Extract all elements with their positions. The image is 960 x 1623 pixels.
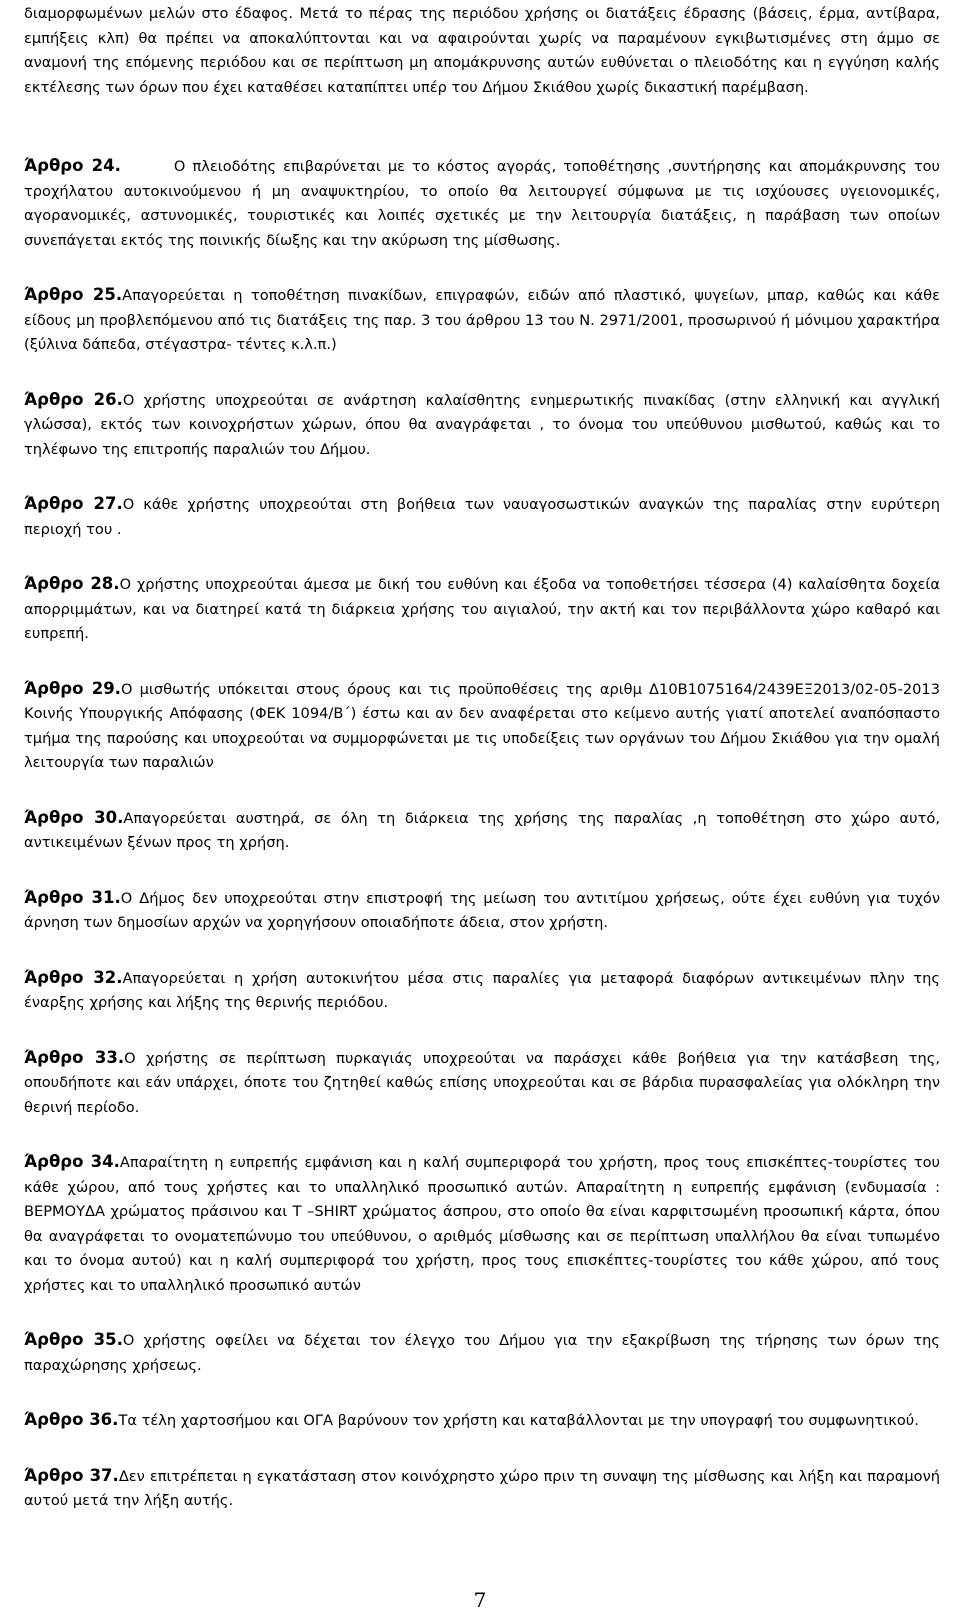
article-text: Δεν επιτρέπεται η εγκατάσταση στον κοινόχρηστο χώρο πριν τη συναψη της μίσθωσης και λήξη και παραμονή αυτού μετά την λήξη αυτής. xyxy=(24,1467,940,1509)
article-text: Ο Δήμος δεν υποχρεούται στην επιστροφή της μείωση του αντιτίμου χρήσεως, ούτε έχει ευθύνη για τυχόν άρνηση των δημοσίων αρχών να χορηγήσουν οποιαδήποτε άδεια, στον χρήστη. xyxy=(24,889,940,931)
article-title: Άρθρο 36. xyxy=(24,1410,119,1429)
article-title: Άρθρο 32. xyxy=(24,967,123,987)
article-title: Άρθρο 31. xyxy=(24,887,121,907)
article-title: Άρθρο 27. xyxy=(24,494,123,513)
article-text: Απαραίτητη η ευπρεπής εμφάνιση και η καλή συμπεριφορά του χρήστη, προς τους επισκέπτες-τουρίστες του κάθε χώρου, από τους χρήστες και το υπαλληλικό προσωπικό αυτών. Απαραίτητη η ευπρεπής εμφάνιση (ενδυμασία : ΒΕΡΜΟΥΔΑ χρώματος πράσινου και Τ –SHIRT χρώματος άσπρου, στο οποίο θα είναι καρφιτσωμένη προσωπική κάρτα, όπου θα αναγράφεται το ονοματεπώνυμο του υπεύθυνου, ο αριθμός μίσθωσης και σε περίπτωση υπαλλήλου θα είναι τυπωμένο και το όνομα αυτού) και η καλή συμπεριφορά του χρήστη, προς τους επισκέπτες-τουρίστες του κάθε χώρου, από τους χρήστες και το υπαλληλικό προσωπικό αυτών xyxy=(24,1154,940,1294)
article-title: Άρθρο 34. xyxy=(24,1152,120,1171)
article-32 xyxy=(24,966,940,1016)
article-text: Απαγορεύεται η χρήση αυτοκινήτου μέσα στις παραλίες για μεταφορά διαφόρων αντικειμένων πλην της έναρξης χρήσης και λήξης της θερινής περιόδου. xyxy=(24,969,940,1011)
article-25 xyxy=(24,283,940,358)
article-text: Ο χρήστης οφείλει να δέχεται τον έλεγχο του Δήμου για την εξακρίβωση της τήρησης των όρων της παραχώρησης χρήσεως. xyxy=(24,1332,940,1374)
article-text: Τα τέλη χαρτοσήμου και ΟΓΑ βαρύνουν τον χρήστη και καταβάλλονται με την υπογραφή του συμφωνητικού. xyxy=(118,1412,919,1429)
article-text: Ο χρήστης σε περίπτωση πυρκαγιάς υποχρεούται να παράσχει κάθε βοήθεια για την κατάσβεση της, οπουδήποτε και εάν υπάρχει, όποτε του ζητηθεί καθώς επίσης υποχρεούται και σε βάρδια πυρασφαλείας για ολόκληρη την θερινή περίοδο. xyxy=(24,1049,940,1116)
page-number: 7 xyxy=(473,1588,487,1612)
article-title: Άρθρο 29. xyxy=(24,678,121,698)
article-28 xyxy=(24,572,940,647)
article-text: Ο μισθωτής υπόκειται στους όρους και τις προϋποθέσεις της αριθμ Δ10Β1075164/2439ΕΞ2013/02-05-2013 Κοινής Υπουργικής Απόφασης (ΦΕΚ 1094/Β΄) έστω και αν δεν αναφέρεται στο κείμενο αυτής γιατί αποτελεί αναπόσπαστο τμήμα της παρούσης και υποχρεούται να συμμορφώνεται με τις υποδείξεις των οργάνων του Δήμου Σκιάθου για την ομαλή λειτουργία των παραλιών xyxy=(24,680,940,771)
document-page xyxy=(24,0,940,1514)
article-36 xyxy=(24,1408,940,1434)
intro-paragraph: διαμορφωμένων μελών στο έδαφος. Μετά το πέρας της περιόδου χρήσης οι διατάξεις έδρασης (βάσεις, έρμα, αντίβαρα, εμπήξεις κλπ) θα πρέπει να αποκαλύπτονται και να αφαιρούνται χωρίς να παραμένουν εγκιβωτισμένες στη άμμο σε αναμονή της επόμενης περιόδου και σε περίπτωση μη απομάκρυνσης αυτών ευθύνεται ο πλειοδότης και η εγγύηση καλής εκτέλεσης των όρων που έχει καταθέσει καταπίπτει υπέρ του Δήμου Σκιάθου χωρίς δικαστική παρέμβαση. xyxy=(24,5,940,96)
article-35 xyxy=(24,1328,940,1378)
article-text: Ο κάθε χρήστης υποχρεούται στη βοήθεια των ναυαγοσωστικών αναγκών της παραλίας στην ευρύτερη περιοχή του . xyxy=(24,496,940,538)
article-31 xyxy=(24,886,940,936)
article-27 xyxy=(24,492,940,542)
article-text: Απαγορεύεται αυστηρά, σε όλη τη διάρκεια της χρήσης της παραλίας ,η τοποθέτηση στο χώρο αυτό, αντικειμένων ξένων προς τη χρήση. xyxy=(24,809,940,851)
article-33 xyxy=(24,1046,940,1121)
article-title: Άρθρο 24. xyxy=(24,156,121,175)
article-title: Άρθρο 30. xyxy=(24,807,124,827)
article-37 xyxy=(24,1464,940,1514)
article-title: Άρθρο 26. xyxy=(24,389,123,409)
article-title: Άρθρο 33. xyxy=(24,1047,125,1067)
article-title: Άρθρο 28. xyxy=(24,574,120,593)
article-text: Ο πλειοδότης επιβαρύνεται με το κόστος αγοράς, τοποθέτησης ,συντήρησης και απομάκρυνσης του τροχήλατου αυτοκινούμενου ή μη αναψυκτηρίου, το οποίο θα λειτουργεί σύμφωνα με τις ισχύουσες υγειονομικές, αγορανομικές, αστυνομικές, τουριστικές και λοιπές σχετικές με την λειτουργία διατάξεις, η παράβαση των οποίων συνεπάγεται εκτός της ποινικής δίωξης και την ακύρωση της μίσθωσης. xyxy=(24,158,940,249)
article-34 xyxy=(24,1150,940,1298)
article-29 xyxy=(24,677,940,776)
article-text: Ο χρήστης υποχρεούται άμεσα με δική του ευθύνη και έξοδα να τοποθετήσει τέσσερα (4) καλαίσθητα δοχεία απορριμμάτων, και να διατηρεί κατά τη διάρκεια χρήσης του αιγιαλού, την ακτή και τον περιβάλλοντα χώρο καθαρό και ευπρεπή. xyxy=(24,576,940,642)
article-title: Άρθρο 37. xyxy=(24,1465,119,1485)
article-title: Άρθρο 35. xyxy=(24,1330,123,1349)
article-30 xyxy=(24,806,940,856)
article-26 xyxy=(24,388,940,463)
article-text: Ο χρήστης υποχρεούται σε ανάρτηση καλαίσθητης ενημερωτικής πινακίδας (στην ελληνική και αγγλική γλώσσα), εκτός των κοινοχρήστων χώρων, όπου θα αναγράφεται , το όνομα του υπεύθυνου μισθωτού, καθώς και το τηλέφωνο της επιτροπής παραλιών του Δήμου. xyxy=(24,391,940,458)
article-text: Απαγορεύεται η τοποθέτηση πινακίδων, επιγραφών, ειδών από πλαστικό, ψυγείων, μπαρ, καθώς και κάθε είδους μη προβλεπόμενου από τις διατάξεις της παρ. 3 του άρθρου 13 του Ν. 2971/2001, προσωρινού ή μόνιμου χαρακτήρα (ξύλινα δάπεδα, στέγαστρα- τέντες κ.λ.π.) xyxy=(24,287,940,353)
article-24 xyxy=(24,154,940,253)
article-title: Άρθρο 25. xyxy=(24,285,123,304)
